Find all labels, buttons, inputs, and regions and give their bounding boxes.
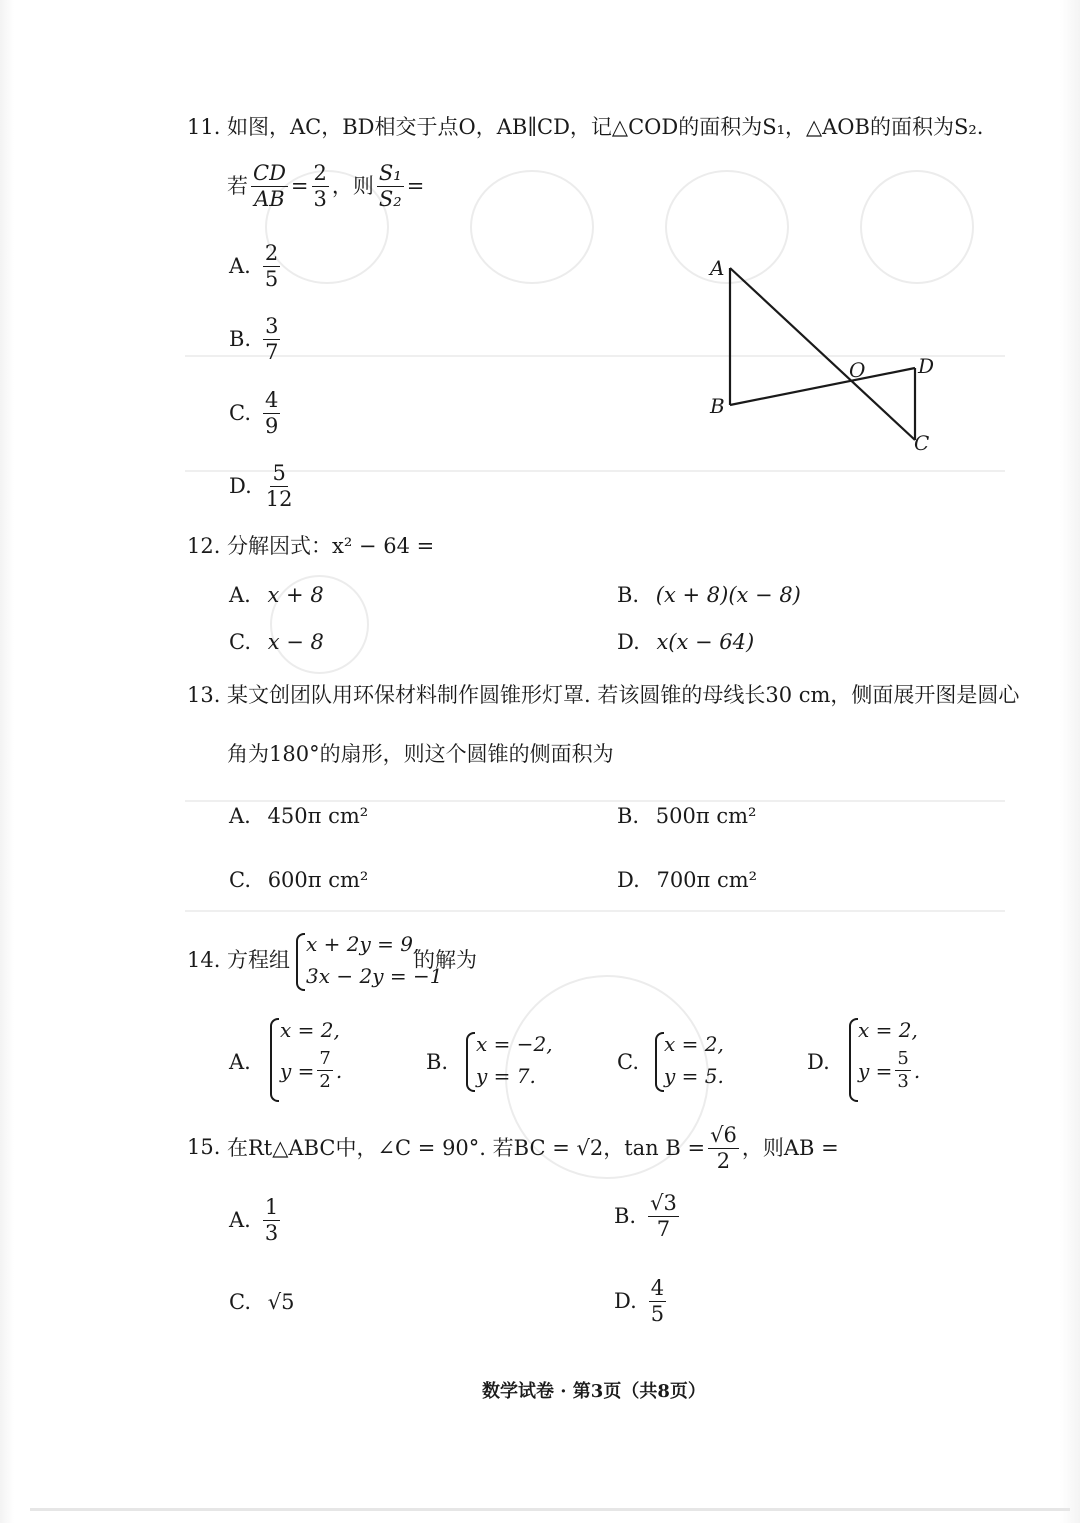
q14-option-c-line1[interactable]: x = 2, [664,1032,724,1056]
q11-stem-line2 [227,163,424,210]
q14-option-d-label[interactable]: D. [807,1050,830,1074]
q15-option-b[interactable]: B. $\frac{√3}{7}$ [614,1191,677,1241]
q15-stem: 在Rt△ABC中，∠C = 90°. 若BC = √2，tan B = $\frac{√6}{2}$ ，则AB = [227,1122,839,1173]
q14-stem-prefix: 方程组 [227,948,290,972]
q14-option-d-line1[interactable]: x = 2, [858,1018,918,1042]
q15-number: 15. [187,1135,221,1159]
q13-option-a[interactable]: A. 450π cm² [229,804,369,828]
q14-option-c-brace [655,1032,664,1092]
bleed-through-circle [470,170,594,284]
q12-stem: 分解因式：x² − 64 = [227,534,435,558]
q14-option-b-line1[interactable]: x = −2, [476,1032,553,1056]
q11-option-b[interactable]: B. $\frac{3}{7}$ [229,314,279,364]
q12-option-b[interactable]: B. (x + 8)(x − 8) [617,583,801,607]
q13-number: 13. [187,683,221,707]
bleed-through-line [185,470,1005,472]
q11-ratio-value: $\frac{2}{3}$ [313,161,327,211]
q14-option-c-line2[interactable]: y = 5. [664,1064,724,1088]
q14-option-b-label[interactable]: B. [426,1050,449,1074]
q14-equation-2: 3x − 2y = −1 [306,964,443,988]
label-d: D [918,354,935,378]
q14-option-d-brace [849,1018,858,1102]
label-c: C [914,431,930,455]
q14-system-brace [296,933,305,991]
q12-option-c[interactable]: C. x − 8 [229,630,324,654]
q14-equation-1: x + 2y = 9, [306,932,420,956]
q11-if: 若 [227,174,248,198]
label-a: A [710,256,725,280]
q15-option-a[interactable]: A. $\frac{1}{3}$ [229,1195,279,1245]
q15-option-d[interactable]: D. $\frac{4}{5}$ [614,1276,665,1326]
q11-equals: = [290,174,309,198]
q11-then: ，则 [331,174,374,198]
q11-option-a[interactable]: A. $\frac{2}{5}$ [229,241,279,291]
q14-option-a-brace [270,1018,279,1102]
q11-figure-triangles [700,250,950,460]
q13-option-b[interactable]: B. 500π cm² [617,804,757,828]
q15-tan-fraction: $\frac{√6}{2}$ [710,1122,737,1173]
q11-option-c[interactable]: C. $\frac{4}{9}$ [229,388,279,438]
q13-option-d[interactable]: D. 700π cm² [617,868,758,892]
q14-option-d-line2[interactable]: y = $\frac{5}{3}$ . [858,1048,921,1092]
q14-option-a-line1[interactable]: x = 2, [280,1018,340,1042]
q11-ratio-s1-s2: $\frac{\text{S₁}}{\text{S₂}}$ [378,161,402,211]
segment-ac [730,268,915,440]
page-bottom-edge [30,1508,1070,1511]
q12-option-a[interactable]: A. x + 8 [229,583,324,607]
q14-option-a-line2[interactable]: y = $\frac{7}{2}$ . [280,1048,343,1092]
q14-number: 14. [187,948,221,972]
q13-option-c[interactable]: C. 600π cm² [229,868,369,892]
q14-option-c-label[interactable]: C. [617,1050,639,1074]
q11-stem-line1: 如图，AC，BD相交于点O，AB∥CD，记△COD的面积为S₁，△AOB的面积为S₂. [227,115,984,139]
q14-stem-suffix: 的解为 [414,948,477,972]
q14-option-b-brace [466,1032,475,1092]
q11-ratio-cd-ab: $\frac{CD}{AB}$ [253,161,286,211]
q11-ask-equals: = [406,174,425,198]
q14-option-a-label[interactable]: A. [229,1050,251,1074]
q13-stem-line2: 角为180°的扇形，则这个圆锥的侧面积为 [227,742,614,766]
q12-number: 12. [187,534,221,558]
q15-option-c[interactable]: C. √5 [229,1290,295,1314]
bleed-through-line [185,910,1005,912]
label-b: B [710,394,725,418]
page-footer: 数学试卷 · 第3页（共8页） [482,1381,706,1402]
q11-number: 11. [187,115,221,139]
q13-stem-line1: 某文创团队用环保材料制作圆锥形灯罩. 若该圆锥的母线长30 cm，侧面展开图是圆心 [227,683,1020,707]
q14-option-b-line2[interactable]: y = 7. [476,1064,536,1088]
label-o: O [849,358,866,382]
bleed-through-line [185,800,1005,802]
segment-bd [730,368,915,405]
q11-option-d[interactable]: D. $\frac{5}{12}$ [229,461,293,511]
q12-option-d[interactable]: D. x(x − 64) [617,630,755,654]
